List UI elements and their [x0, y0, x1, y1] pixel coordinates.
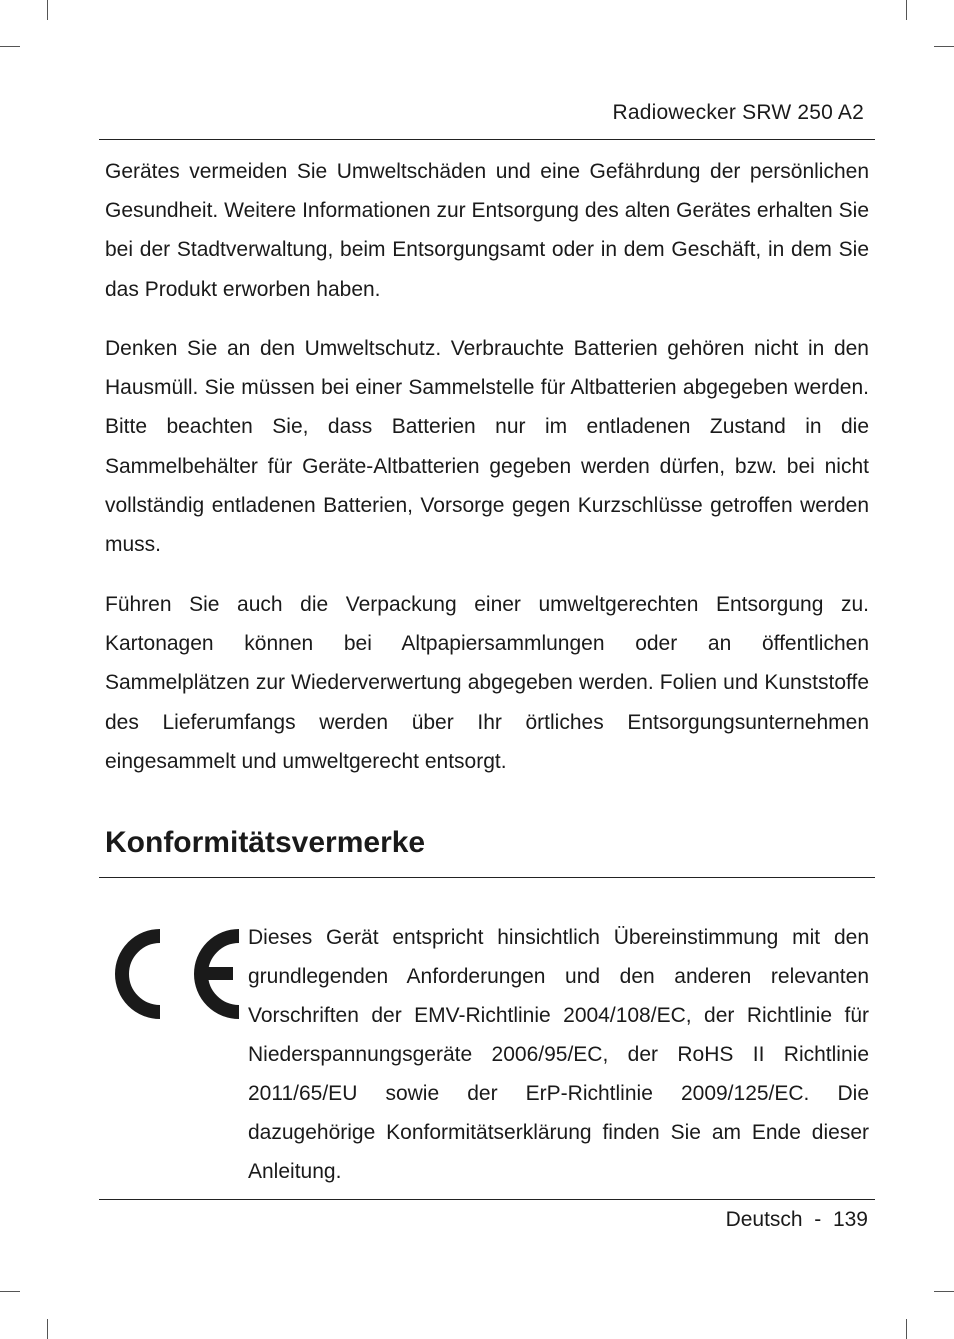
ce-mark-icon	[107, 924, 244, 1024]
footer-rule	[99, 1199, 875, 1200]
footer-language: Deutsch	[725, 1208, 803, 1231]
crop-mark	[934, 1291, 954, 1292]
page-footer	[726, 1208, 868, 1232]
page-number: 139	[832, 1208, 868, 1231]
crop-mark	[47, 1319, 48, 1339]
crop-mark	[0, 46, 20, 47]
section-heading: Konformitätsvermerke	[105, 826, 426, 859]
paragraph-packaging: Führen Sie auch die Verpackung einer umweltgerechten Entsorgung zu. Kartonagen können bei Altpapiersammlungen oder an öffentlichen Sammelplätzen zur Wiederverwertung abgegeben werden. Folien und Kunststoffe des Lieferumfangs werden über Ihr örtliches Entsorgungsunternehmen eingesammelt und umweltgerecht entsorgt.	[105, 593, 869, 773]
crop-mark	[906, 0, 907, 20]
footer-separator: -	[814, 1208, 822, 1231]
crop-mark	[0, 1291, 20, 1292]
running-header: Radiowecker SRW 250 A2	[612, 101, 864, 124]
header-rule	[99, 139, 875, 140]
crop-mark	[934, 46, 954, 47]
paragraph-disposal: Gerätes vermeiden Sie Umweltschäden und eine Gefährdung der persönlichen Gesundheit. Weitere Informationen zur Entsorgung des alten Gerätes erhalten Sie bei der Stadtverwaltung, beim Entsorgungsamt oder in dem Geschäft, in dem Sie das Produkt erworben haben.	[105, 160, 869, 301]
section-rule	[99, 877, 875, 878]
paragraph-batteries: Denken Sie an den Umweltschutz. Verbrauchte Batterien gehören nicht in den Hausmüll. Sie müssen bei einer Sammelstelle für Altbatterien abgegeben werden. Bitte beachten Sie, dass Batterien nur im entladenen Zustand in die Sammelbehälter für Geräte-Altbatterien gegeben werden dürfen, bzw. bei nicht vollständig entladenen Batterien, Vorsorge gegen Kurzschlüsse getroffen werden muss.	[105, 337, 869, 557]
conformity-text: Dieses Gerät entspricht hinsichtlich Übereinstimmung mit den grundlegenden Anforderungen und den anderen relevanten Vorschriften der EMV-Richtlinie 2004/108/EC, der Richtlinie für Niederspannungsgeräte 2006/95/EC, der RoHS II Richtlinie 2011/65/EU sowie der ErP-Richtlinie 2009/125/EC. Die dazugehörige Konformitätserklärung finden Sie am Ende dieser Anleitung.	[248, 926, 869, 1183]
crop-mark	[906, 1319, 907, 1339]
crop-mark	[47, 0, 48, 20]
